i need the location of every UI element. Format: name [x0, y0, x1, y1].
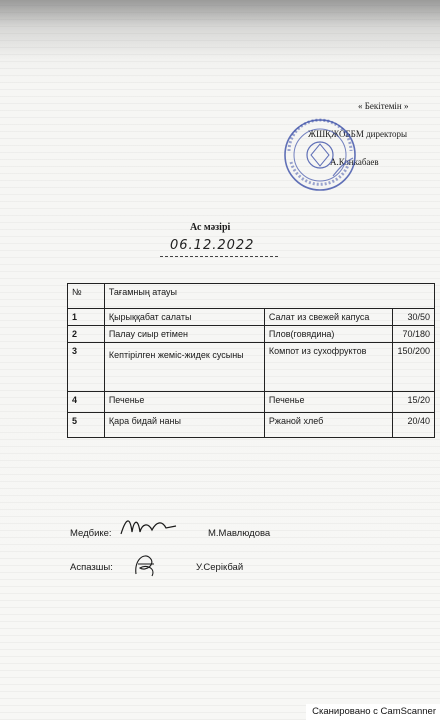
row-number: 5 — [68, 413, 105, 438]
cook-label: Аспазшы: — [70, 562, 113, 573]
cook-signature-icon — [130, 550, 160, 580]
dish-name-kk: Қырыққабат салаты — [104, 309, 264, 326]
stamp-seal-icon — [283, 118, 357, 192]
dish-portion: 15/20 — [393, 392, 435, 413]
row-number: 4 — [68, 392, 105, 413]
approval-line-1: « Бекітемін » — [358, 101, 409, 111]
row-number: 2 — [68, 326, 105, 343]
cook-name: У.Серікбай — [196, 562, 244, 573]
dish-portion: 20/40 — [393, 413, 435, 438]
dish-name-kk: Кептірілген жеміс-жидек сусыны — [104, 343, 264, 392]
dish-name-ru: Плов(говядина) — [264, 326, 393, 343]
dish-name-ru: Салат из свежей капуса — [264, 309, 393, 326]
dish-portion: 150/200 — [393, 343, 435, 392]
table-row — [68, 392, 435, 413]
dish-name-ru: Ржаной хлеб — [264, 413, 393, 438]
table-row — [68, 413, 435, 438]
menu-date: 06.12.2022 — [170, 238, 255, 253]
header-number: № — [68, 284, 105, 309]
nurse-signature-icon — [118, 512, 180, 542]
scan-shadow — [0, 0, 440, 60]
dish-name-kk: Печенье — [104, 392, 264, 413]
dish-portion: 70/180 — [393, 326, 435, 343]
table-row — [68, 326, 435, 343]
dish-name-ru: Печенье — [264, 392, 393, 413]
table-row — [68, 343, 435, 392]
date-underline — [160, 256, 278, 257]
dish-name-kk: Қара бидай наны — [104, 413, 264, 438]
table-row — [68, 309, 435, 326]
table-header-row — [68, 284, 435, 309]
dish-name-kk: Палау сиыр етімен — [104, 326, 264, 343]
approval-line-3: А.Конкабаев — [330, 157, 379, 167]
approval-line-2: ЖШҚЖОББМ директоры — [308, 129, 408, 139]
dish-name-ru: Компот из сухофруктов — [264, 343, 393, 392]
nurse-name: М.Мавлюдова — [208, 528, 271, 539]
menu-table — [67, 283, 435, 438]
header-dish-name: Тағамның атауы — [104, 284, 434, 309]
page-title: Ас мәзірі — [190, 222, 231, 233]
row-number: 1 — [68, 309, 105, 326]
nurse-label: Медбике: — [70, 528, 112, 539]
dish-portion: 30/50 — [393, 309, 435, 326]
row-number: 3 — [68, 343, 105, 392]
scanner-watermark: Сканировано с CamScanner — [306, 704, 440, 720]
